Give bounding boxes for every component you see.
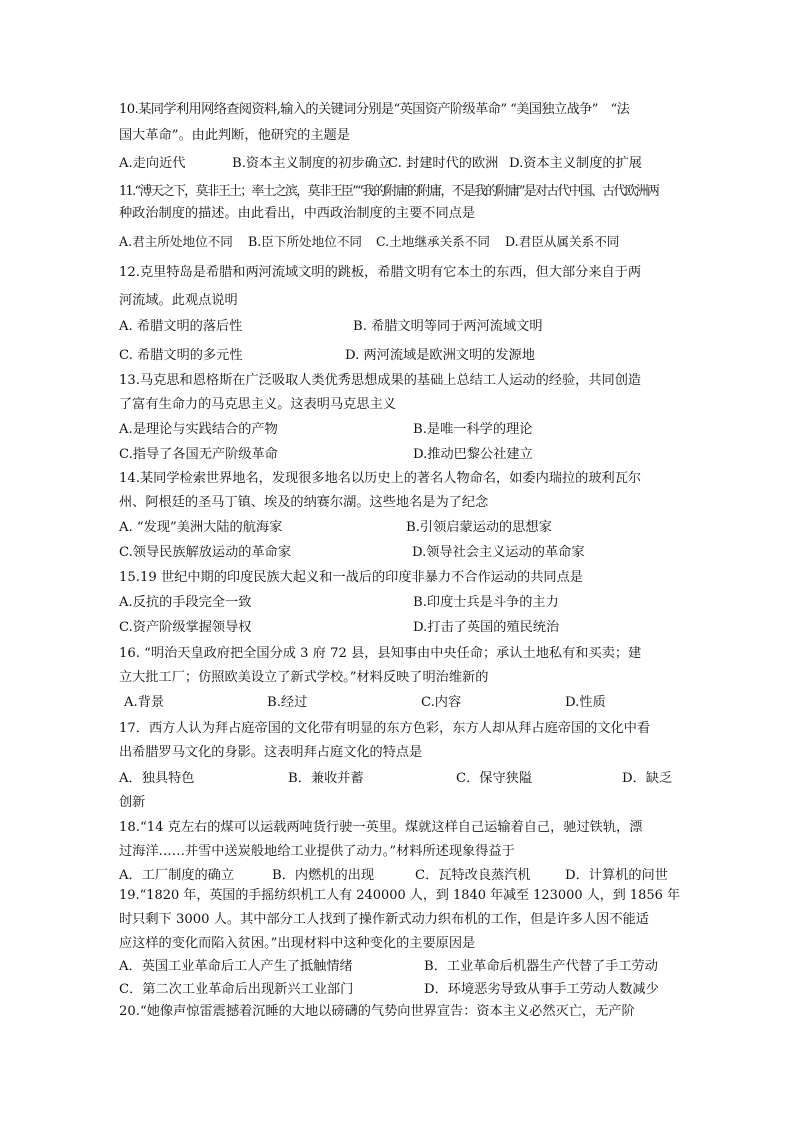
q17-option-c[interactable]: C．保守狭隘 bbox=[456, 771, 533, 786]
q14-stem-line-2: 州、阿根廷的圣马丁镇、埃及的纳赛尔湖。这些地名是为了纪念 bbox=[119, 495, 489, 510]
q16-stem-line-2: 立大批工厂；仿照欧美设立了新式学校。”材料反映了明治维新的 bbox=[119, 670, 489, 685]
q14-option-c[interactable]: C.领导民族解放运动的革命家 bbox=[119, 545, 292, 560]
q11-stem-line-1: 11.“溥天之下，莫非王土；率土之滨，莫非王臣”“我的附庸的附庸，不是我的附庸”是对古代中国、古代欧洲两 bbox=[119, 184, 659, 199]
q14-option-a[interactable]: A. “发现”美洲大陆的航海家 bbox=[119, 520, 283, 535]
q10-option-d[interactable]: D.资本主义制度的扩展 bbox=[509, 156, 642, 171]
q15-stem-line-1: 15.19 世纪中期的印度民族大起义和一战后的印度非暴力不合作运动的共同点是 bbox=[119, 570, 583, 585]
q11-option-b[interactable]: B.臣下所处地位不同 bbox=[248, 234, 363, 249]
q14-option-b[interactable]: B.引领启蒙运动的思想家 bbox=[406, 520, 552, 535]
q17-option-a[interactable]: A．独具特色 bbox=[119, 771, 195, 786]
q17-stem-line-1: 17．西方人认为拜占庭帝国的文化带有明显的东方色彩，东方人却从拜占庭帝国的文化中看 bbox=[119, 721, 651, 736]
q10-option-c[interactable]: C. 封建时代的欧洲 bbox=[388, 156, 499, 171]
q19-stem-line-2: 时只剩下 3000 人。其中部分工人找到了操作新式动力织布机的工作，但是许多人因不能适 bbox=[119, 912, 649, 927]
q12-option-d[interactable]: D. 两河流域是欧洲文明的发源地 bbox=[345, 348, 535, 363]
q10-option-b[interactable]: B.资本主义制度的初步确立 bbox=[232, 156, 391, 171]
q13-stem-line-2: 了富有生命力的马克思主义。这表明马克思主义 bbox=[119, 397, 396, 412]
q16-option-d[interactable]: D.性质 bbox=[565, 695, 606, 710]
q12-option-a[interactable]: A. 希腊文明的落后性 bbox=[119, 319, 243, 334]
q19-option-b[interactable]: B．工业革命后机器生产代替了手工劳动 bbox=[424, 959, 658, 974]
q10-option-a[interactable]: A.走向近代 bbox=[119, 156, 186, 171]
q14-stem-line-1: 14.某同学检索世界地名，发现很多地名以历史上的著名人物命名，如委内瑞拉的玻利瓦尔 bbox=[119, 471, 642, 486]
q13-option-c[interactable]: C.指导了各国无产阶级革命 bbox=[119, 447, 278, 462]
q17-stem-line-2: 出希腊罗马文化的身影。这表明拜占庭文化的特点是 bbox=[119, 745, 423, 760]
q16-option-c[interactable]: C.内容 bbox=[421, 695, 462, 710]
q12-option-c[interactable]: C. 希腊文明的多元性 bbox=[119, 348, 243, 363]
q11-option-c[interactable]: C.土地继承关系不同 bbox=[376, 234, 490, 249]
q19-option-d[interactable]: D．环境恶劣导致从事手工劳动人数减少 bbox=[424, 982, 659, 997]
q11-option-d[interactable]: D.君臣从属关系不同 bbox=[505, 234, 620, 249]
q20-stem-line-1: 20.“她像声惊雷震撼着沉睡的大地以磅礴的气势向世界宣告：资本主义必然灭亡，无产阶 bbox=[119, 1004, 635, 1019]
q10-stem-line-1: 10.某同学利用网络查阅资料,输入的关键词分别是“英国资产阶级革命” “美国独立战争” “法 bbox=[119, 102, 630, 117]
q18-stem-line-1: 18.“14 克左右的煤可以运载两吨货行驶一英里。煤就这样自己运输着自己，驰过铁轨，漂 bbox=[119, 820, 643, 835]
q13-stem-line-1: 13.马克思和恩格斯在广泛吸取人类优秀思想成果的基础上总结工人运动的经验，共同创造 bbox=[119, 373, 642, 388]
q12-stem-line-1: 12.克里特岛是希腊和两河流域文明的跳板，希腊文明有它本土的东西，但大部分来自于两 bbox=[119, 265, 642, 280]
q18-option-a[interactable]: A．工厂制度的确立 bbox=[119, 868, 235, 883]
q12-option-b[interactable]: B. 希腊文明等同于两河流域文明 bbox=[353, 319, 543, 334]
q19-stem-line-3: 应这样的变化而陷入贫困。”出现材料中这种变化的主要原因是 bbox=[119, 936, 476, 951]
q15-option-d[interactable]: D.打击了英国的殖民统治 bbox=[413, 620, 560, 635]
q13-option-a[interactable]: A.是理论与实践结合的产物 bbox=[119, 422, 278, 437]
q15-option-b[interactable]: B.印度士兵是斗争的主力 bbox=[413, 595, 559, 610]
q11-option-a[interactable]: A.君主所处地位不同 bbox=[119, 234, 233, 249]
q19-option-a[interactable]: A．英国工业革命后工人产生了抵触情绪 bbox=[119, 959, 353, 974]
q13-option-b[interactable]: B.是唯一科学的理论 bbox=[413, 422, 533, 437]
q19-option-c[interactable]: C．第二次工业革命后出现新兴工业部门 bbox=[119, 982, 354, 997]
q16-option-b[interactable]: B.经过 bbox=[267, 695, 308, 710]
q17-option-b[interactable]: B．兼收并蓄 bbox=[288, 771, 364, 786]
q13-option-d[interactable]: D.推动巴黎公社建立 bbox=[413, 447, 533, 462]
q17-option-d-continuation: 创新 bbox=[119, 795, 146, 810]
q15-option-a[interactable]: A.反抗的手段完全一致 bbox=[119, 595, 252, 610]
q16-stem-line-1: 16. “明治天皇政府把全国分成 3 府 72 县，县知事由中央任命；承认土地私有和买卖；建 bbox=[119, 646, 642, 661]
q18-option-d[interactable]: D．计算机的问世 bbox=[565, 868, 668, 883]
q18-option-b[interactable]: B．内燃机的出现 bbox=[272, 868, 375, 883]
q16-option-a[interactable]: A.背景 bbox=[124, 695, 165, 710]
q18-stem-line-2: 过海洋……并雪中送炭般地给工业提供了动力。”材料所述现象得益于 bbox=[119, 844, 515, 859]
q15-option-c[interactable]: C.资产阶级掌握领导权 bbox=[119, 620, 252, 635]
q17-option-d[interactable]: D．缺乏 bbox=[622, 771, 673, 786]
q18-option-c[interactable]: C．瓦特改良蒸汽机 bbox=[415, 868, 531, 883]
q12-stem-line-2: 河流域。此观点说明 bbox=[119, 293, 238, 308]
q10-stem-line-2: 国大革命”。由此判断，他研究的主题是 bbox=[119, 128, 350, 143]
q14-option-d[interactable]: D.领导社会主义运动的革命家 bbox=[412, 545, 585, 560]
q19-stem-line-1: 19.“1820 年，英国的手摇纺织机工人有 240000 人，到 1840 年减至 123000 人，到 1856 年 bbox=[119, 888, 681, 903]
q11-stem-line-2: 种政治制度的描述。由此看出，中西政治制度的主要不同点是 bbox=[119, 206, 476, 221]
